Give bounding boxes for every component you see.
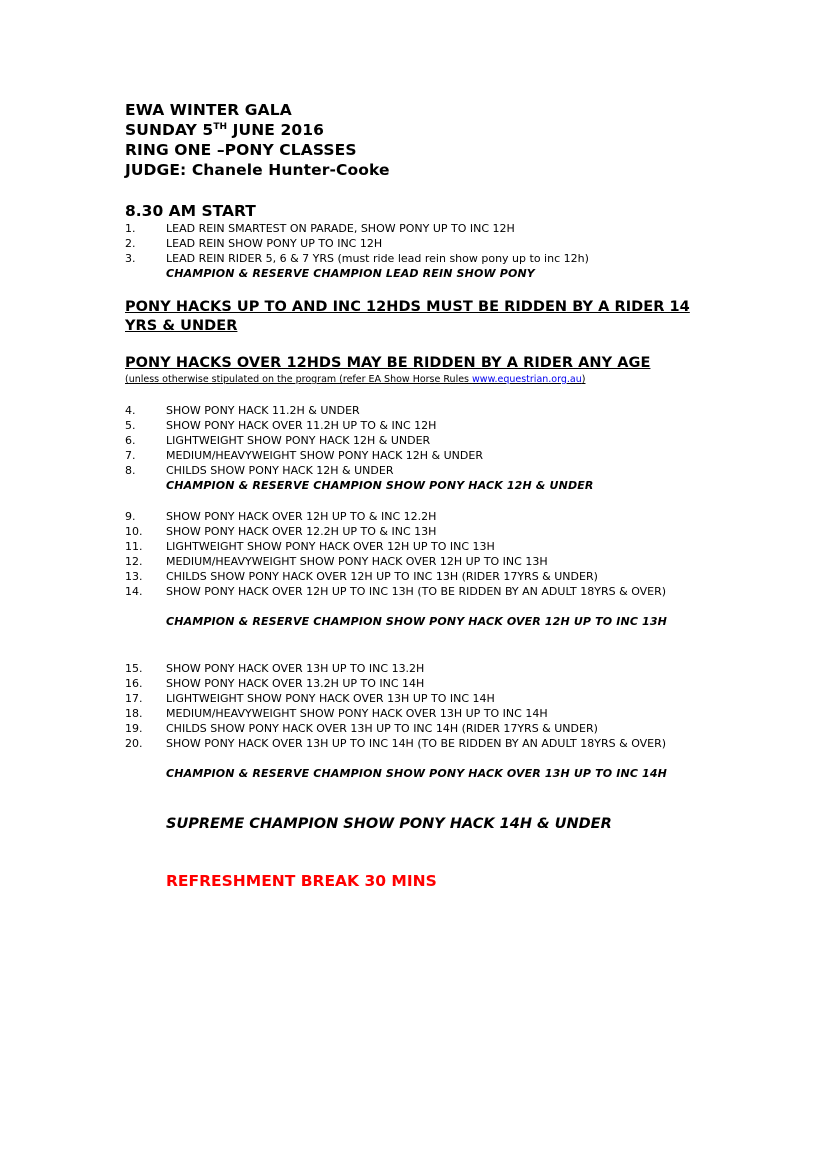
class-text: MEDIUM/HEAVYWEIGHT SHOW PONY HACK 12H & UNDER xyxy=(166,449,483,462)
class-text: SHOW PONY HACK OVER 13.2H UP TO INC 14H xyxy=(166,677,425,690)
class-number: 3. xyxy=(125,252,136,265)
class-number: 4. xyxy=(125,404,136,417)
class-text: LEAD REIN RIDER 5, 6 & 7 YRS (must ride lead rein show pony up to inc 12h) xyxy=(166,252,589,265)
class-text: LIGHTWEIGHT SHOW PONY HACK 12H & UNDER xyxy=(166,434,431,447)
note-text: (unless otherwise stipulated on the program (refer EA Show Horse Rules xyxy=(125,374,473,385)
class-number: 18. xyxy=(125,707,143,720)
class-text: LEAD REIN SHOW PONY UP TO INC 12H xyxy=(166,237,383,250)
class-number: 2. xyxy=(125,237,136,250)
class-number: 5. xyxy=(125,419,136,432)
class-text: SHOW PONY HACK OVER 13H UP TO INC 13.2H xyxy=(166,662,425,675)
class-text: SHOW PONY HACK OVER 12.2H UP TO & INC 13H xyxy=(166,525,437,538)
class-number: 7. xyxy=(125,449,136,462)
equestrian-link[interactable]: www.equestrian.org.au xyxy=(472,374,582,385)
class-text: SHOW PONY HACK 11.2H & UNDER xyxy=(166,404,360,417)
class-text: LIGHTWEIGHT SHOW PONY HACK OVER 13H UP TO INC 14H xyxy=(166,692,495,705)
class-text: CHILDS SHOW PONY HACK OVER 13H UP TO INC 14H (RIDER 17YRS & UNDER) xyxy=(166,722,598,735)
class-text: SHOW PONY HACK OVER 11.2H UP TO & INC 12H xyxy=(166,419,437,432)
class-text: LEAD REIN SMARTEST ON PARADE, SHOW PONY UP TO INC 12H xyxy=(166,222,515,235)
champion-line: CHAMPION & RESERVE CHAMPION SHOW PONY HACK OVER 13H UP TO INC 14H xyxy=(166,767,667,780)
class-number: 1. xyxy=(125,222,136,235)
class-number: 19. xyxy=(125,722,143,735)
event-title: EWA WINTER GALA xyxy=(125,101,292,119)
class-number: 8. xyxy=(125,464,136,477)
class-number: 14. xyxy=(125,585,143,598)
champion-line: CHAMPION & RESERVE CHAMPION LEAD REIN SHOW PONY xyxy=(166,267,535,280)
class-number: 20. xyxy=(125,737,143,750)
class-number: 6. xyxy=(125,434,136,447)
judge-line: JUDGE: Chanele Hunter-Cooke xyxy=(125,161,390,179)
class-text: SHOW PONY HACK OVER 12H UP TO INC 13H (TO BE RIDDEN BY AN ADULT 18YRS & OVER) xyxy=(166,585,667,598)
class-number: 12. xyxy=(125,555,143,568)
note-close: ) xyxy=(581,374,586,385)
refreshment-break: REFRESHMENT BREAK 30 MINS xyxy=(166,872,437,890)
rules-note xyxy=(125,374,585,386)
class-number: 11. xyxy=(125,540,143,553)
date-day: SUNDAY 5 xyxy=(125,121,214,139)
rule-heading-over-12hds: PONY HACKS OVER 12HDS MAY BE RIDDEN BY A RIDER ANY AGE xyxy=(125,355,651,371)
class-text: MEDIUM/HEAVYWEIGHT SHOW PONY HACK OVER 12H UP TO INC 13H xyxy=(166,555,548,568)
champion-line: CHAMPION & RESERVE CHAMPION SHOW PONY HACK 12H & UNDER xyxy=(166,479,594,492)
class-text: MEDIUM/HEAVYWEIGHT SHOW PONY HACK OVER 13H UP TO INC 14H xyxy=(166,707,548,720)
ring-title: RING ONE –PONY CLASSES xyxy=(125,141,357,159)
class-text: LIGHTWEIGHT SHOW PONY HACK OVER 12H UP TO INC 13H xyxy=(166,540,495,553)
class-number: 9. xyxy=(125,510,136,523)
supreme-champion: SUPREME CHAMPION SHOW PONY HACK 14H & UNDER xyxy=(166,816,612,832)
champion-line: CHAMPION & RESERVE CHAMPION SHOW PONY HACK OVER 12H UP TO INC 13H xyxy=(166,615,667,628)
start-time: 8.30 AM START xyxy=(125,202,256,220)
class-number: 17. xyxy=(125,692,143,705)
event-date xyxy=(125,120,324,140)
class-number: 13. xyxy=(125,570,143,583)
class-text: SHOW PONY HACK OVER 12H UP TO & INC 12.2H xyxy=(166,510,437,523)
class-text: SHOW PONY HACK OVER 13H UP TO INC 14H (TO BE RIDDEN BY AN ADULT 18YRS & OVER) xyxy=(166,737,667,750)
class-text: CHILDS SHOW PONY HACK 12H & UNDER xyxy=(166,464,394,477)
class-text: CHILDS SHOW PONY HACK OVER 12H UP TO INC 13H (RIDER 17YRS & UNDER) xyxy=(166,570,598,583)
class-number: 15. xyxy=(125,662,143,675)
class-number: 16. xyxy=(125,677,143,690)
date-suffix: TH xyxy=(213,122,228,132)
class-number: 10. xyxy=(125,525,143,538)
rule-heading-under-12hds: PONY HACKS UP TO AND INC 12HDS MUST BE RIDDEN BY A RIDER 14 YRS & UNDER xyxy=(125,299,690,334)
date-rest: JUNE 2016 xyxy=(227,121,325,139)
